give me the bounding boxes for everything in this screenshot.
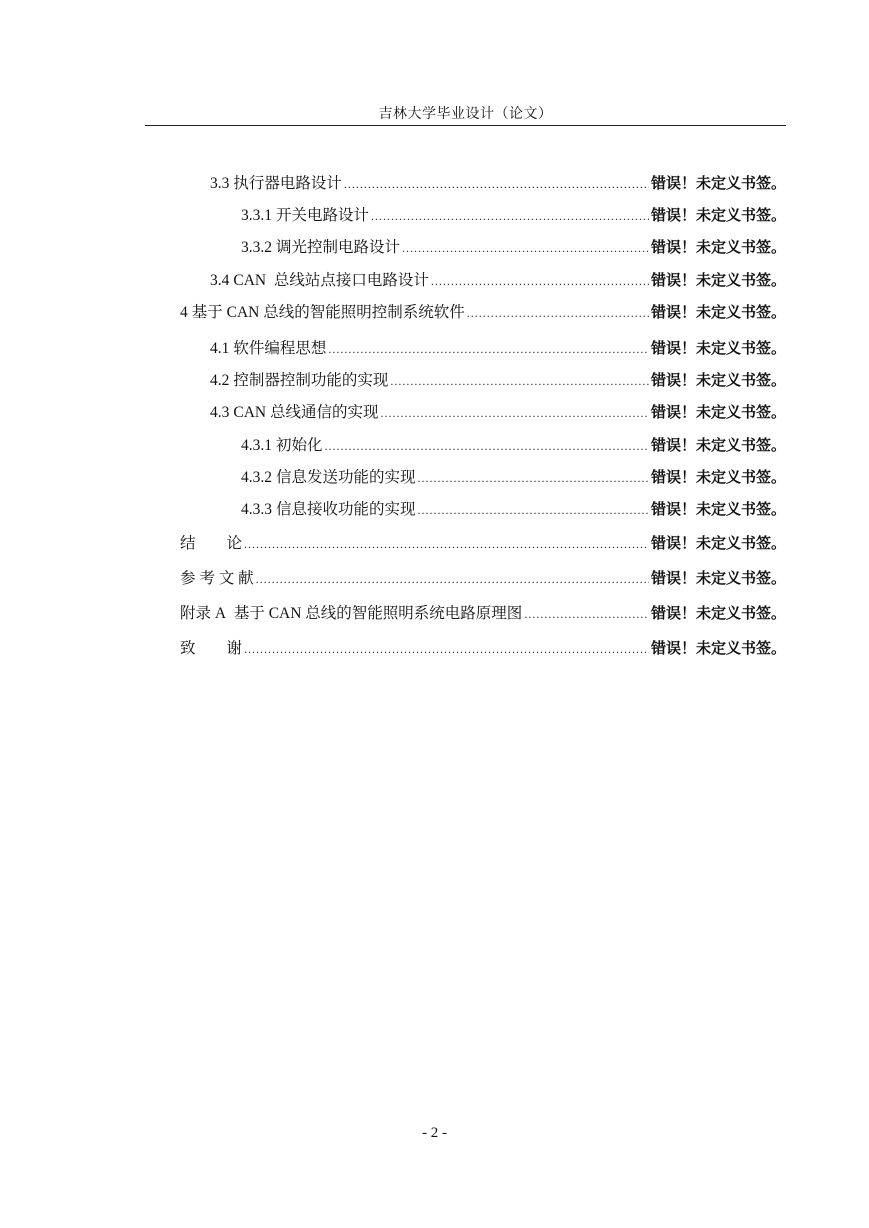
toc-entry-page: 错误！未定义书签。 [650, 371, 786, 389]
toc-entry-title: 执行器电路设计 [233, 175, 342, 192]
toc-entry[interactable] [180, 531, 786, 553]
toc-entry-title: 参 考 文 献 [180, 570, 254, 587]
toc-entry-title: 基于 CAN 总线的智能照明系统电路原理图 [226, 605, 523, 622]
toc-entry-title: 初始化 [276, 437, 323, 454]
toc-entry[interactable] [180, 566, 786, 588]
toc-entry-page: 错误！未定义书签。 [650, 468, 786, 486]
toc-entry-number: 4.3 [210, 404, 230, 421]
toc-entry-number: 3.4 [210, 272, 230, 289]
toc-dot-leader [418, 503, 649, 518]
toc-entry[interactable] [210, 368, 786, 390]
toc-entry[interactable] [180, 300, 786, 322]
toc-entry-page: 错误！未定义书签。 [650, 534, 786, 552]
toc-entry-page: 错误！未定义书签。 [650, 403, 786, 421]
toc-entry-number: 4.3.3 [241, 501, 272, 518]
toc-entry-title: 软件编程思想 [233, 340, 327, 357]
toc-entry-page: 错误！未定义书签。 [650, 604, 786, 622]
toc-entry[interactable] [241, 433, 786, 455]
toc-entry-number: 3.3.1 [241, 207, 272, 224]
toc-entry[interactable] [210, 336, 786, 358]
toc-entry-title: CAN 总线通信的实现 [233, 404, 379, 421]
toc-entry-title: 致 谢 [180, 640, 243, 657]
toc-entry-title: 信息发送功能的实现 [276, 469, 416, 486]
toc-dot-leader [418, 471, 649, 486]
toc-entry-title: 结 论 [180, 535, 243, 552]
toc-entry-number: 4.1 [210, 340, 230, 357]
toc-entry-title: 信息接收功能的实现 [276, 501, 416, 518]
toc-entry-page: 错误！未定义书签。 [650, 500, 786, 518]
toc-entry[interactable] [180, 636, 786, 658]
toc-dot-leader [371, 209, 649, 224]
toc-dot-leader [244, 642, 649, 657]
toc-dot-leader [390, 374, 649, 389]
toc-dot-leader [328, 342, 649, 357]
toc-entry-number: 4 [180, 304, 188, 321]
toc-entry[interactable] [241, 497, 786, 519]
toc-dot-leader [431, 274, 649, 289]
toc-dot-leader [380, 406, 649, 421]
toc-dot-leader [244, 537, 649, 552]
toc-entry-page: 错误！未定义书签。 [650, 569, 786, 587]
toc-entry-page: 错误！未定义书签。 [650, 303, 786, 321]
toc-dot-leader [344, 177, 649, 192]
toc-entry-title: 调光控制电路设计 [276, 239, 401, 256]
toc-entry[interactable] [210, 400, 786, 422]
toc-entry-title: 开关电路设计 [276, 207, 370, 224]
toc-entry-title: 基于 CAN 总线的智能照明控制系统软件 [191, 304, 465, 321]
page-number: - 2 - [422, 1125, 447, 1141]
toc-entry-number: 4.3.2 [241, 469, 272, 486]
toc-entry[interactable] [180, 601, 786, 623]
toc-entry-page: 错误！未定义书签。 [650, 271, 786, 289]
toc-dot-leader [256, 572, 649, 587]
toc-entry-title: 控制器控制功能的实现 [233, 372, 389, 389]
toc-entry[interactable] [210, 268, 786, 290]
toc-dot-leader [467, 306, 649, 321]
toc-dot-leader [524, 607, 649, 622]
toc-entry-page: 错误！未定义书签。 [650, 174, 786, 192]
toc-entry[interactable] [241, 465, 786, 487]
toc-entry-number: 4.3.1 [241, 437, 272, 454]
toc-entry-page: 错误！未定义书签。 [650, 639, 786, 657]
toc-entry-title: CAN 总线站点接口电路设计 [233, 272, 429, 289]
toc-entry-number: 4.2 [210, 372, 230, 389]
toc-entry-page: 错误！未定义书签。 [650, 206, 786, 224]
toc-entry-number: 3.3 [210, 175, 230, 192]
toc-dot-leader [402, 241, 649, 256]
toc-dot-leader [325, 439, 649, 454]
header-title: 吉林大学毕业设计（论文） [378, 107, 553, 122]
toc-entry[interactable] [241, 203, 786, 225]
toc-entry-page: 错误！未定义书签。 [650, 436, 786, 454]
toc-entry[interactable] [241, 235, 786, 257]
toc-entry-number: 附录 A [180, 605, 227, 622]
toc-entry-page: 错误！未定义书签。 [650, 238, 786, 256]
toc-entry-page: 错误！未定义书签。 [650, 339, 786, 357]
toc-entry-number: 3.3.2 [241, 239, 272, 256]
toc-entry[interactable] [210, 171, 786, 193]
